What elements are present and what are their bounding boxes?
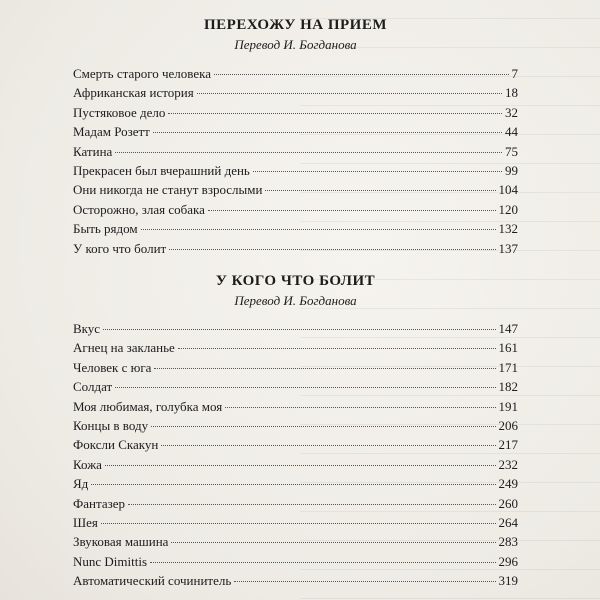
dot-leader xyxy=(253,171,502,172)
entry-title: Автоматический сочинитель xyxy=(73,573,232,589)
entry-title: Быть рядом xyxy=(73,221,138,237)
toc-entry xyxy=(73,180,518,199)
dot-leader xyxy=(168,113,502,114)
dot-leader xyxy=(103,329,495,330)
entry-title: Они никогда не станут взрослыми xyxy=(73,182,263,198)
entry-title: Шея xyxy=(73,514,98,530)
section-title: У КОГО ЧТО БОЛИТ xyxy=(215,273,376,289)
dot-leader xyxy=(91,484,495,485)
dot-leader xyxy=(178,348,496,349)
entry-title: Мадам Розетт xyxy=(73,124,150,140)
toc-entry xyxy=(73,142,518,161)
toc-entry xyxy=(73,416,518,435)
entry-page: 104 xyxy=(498,182,518,198)
entry-page: 191 xyxy=(498,398,518,414)
entry-title: Nunc Dimittis xyxy=(73,553,148,569)
toc-entry xyxy=(73,435,518,454)
toc-entry xyxy=(73,455,518,474)
entry-title: Африканская история xyxy=(73,85,194,101)
toc-entry xyxy=(73,377,518,396)
dot-leader xyxy=(153,132,502,133)
dot-leader xyxy=(150,562,495,563)
dot-leader xyxy=(151,426,495,427)
entry-page: 75 xyxy=(505,143,518,159)
dot-leader xyxy=(128,504,495,505)
dot-leader xyxy=(169,249,495,250)
entry-title: Прекрасен был вчерашний день xyxy=(73,162,250,178)
entry-title: Кожа xyxy=(73,456,102,472)
toc-entry xyxy=(73,83,518,102)
toc-entry xyxy=(73,200,518,219)
entry-title: Звуковая машина xyxy=(73,534,169,550)
entry-page: 206 xyxy=(498,417,518,433)
entry-title: Фоксли Скакун xyxy=(73,437,159,453)
entry-title: Пустяковое дело xyxy=(73,104,166,120)
toc-entry xyxy=(73,161,518,180)
toc-entry xyxy=(73,103,518,122)
entry-page: 217 xyxy=(498,437,518,453)
dot-leader xyxy=(214,74,508,75)
toc-list xyxy=(73,319,518,590)
entry-page: 99 xyxy=(505,162,518,178)
dot-leader xyxy=(101,523,496,524)
toc-entry xyxy=(73,338,518,357)
entry-page: 232 xyxy=(498,456,518,472)
entry-page: 44 xyxy=(505,124,518,140)
section-translator: Перевод И. Богданова xyxy=(234,37,357,52)
dot-leader xyxy=(105,465,496,466)
entry-page: 32 xyxy=(505,104,518,120)
toc-entry xyxy=(73,64,518,83)
toc-entry xyxy=(73,474,518,493)
section-translator: Перевод И. Богданова xyxy=(234,293,357,308)
entry-title: Агнец на закланье xyxy=(73,340,175,356)
entry-title: Концы в воду xyxy=(73,417,149,433)
toc-entry xyxy=(73,358,518,377)
entry-title: Человек с юга xyxy=(73,359,152,375)
entry-page: 137 xyxy=(498,240,518,256)
entry-title: Катина xyxy=(73,143,113,159)
dot-leader xyxy=(161,445,495,446)
toc-entry xyxy=(73,513,518,532)
entry-title: Вкус xyxy=(73,321,101,336)
entry-page: 18 xyxy=(505,85,518,101)
dot-leader xyxy=(154,368,495,369)
dot-leader xyxy=(234,581,495,582)
entry-title: Фантазер xyxy=(73,495,126,511)
dot-leader xyxy=(171,542,495,543)
entry-page: 296 xyxy=(498,553,518,569)
entry-page: 319 xyxy=(498,573,518,589)
dot-leader xyxy=(225,407,495,408)
dot-leader xyxy=(115,152,502,153)
dot-leader xyxy=(265,190,495,191)
entry-page: 249 xyxy=(498,476,518,492)
section-title: ПЕРЕХОЖУ НА ПРИЕМ xyxy=(204,17,387,33)
entry-page: 283 xyxy=(498,534,518,550)
entry-page: 161 xyxy=(498,340,518,356)
entry-page: 120 xyxy=(498,201,518,217)
entry-page: 260 xyxy=(498,495,518,511)
toc-entry xyxy=(73,552,518,571)
entry-page: 7 xyxy=(511,66,518,81)
toc-entry xyxy=(73,239,518,258)
toc-entry xyxy=(73,571,518,590)
entry-title: У кого что болит xyxy=(73,240,167,256)
toc-entry xyxy=(73,397,518,416)
dot-leader xyxy=(197,93,502,94)
toc-list xyxy=(73,64,518,258)
entry-title: Осторожно, злая собака xyxy=(73,201,205,217)
entry-title: Яд xyxy=(73,476,89,492)
entry-page: 147 xyxy=(498,321,518,336)
dot-leader xyxy=(141,229,496,230)
entry-title: Смерть старого человека xyxy=(73,66,212,81)
dot-leader xyxy=(115,387,495,388)
toc-section xyxy=(73,15,518,258)
toc-section xyxy=(73,271,518,590)
dot-leader xyxy=(208,210,496,211)
entry-page: 132 xyxy=(498,221,518,237)
entry-page: 171 xyxy=(498,359,518,375)
toc-entry xyxy=(73,319,518,338)
toc-entry xyxy=(73,532,518,551)
toc-entry xyxy=(73,494,518,513)
entry-page: 182 xyxy=(498,379,518,395)
toc-entry xyxy=(73,122,518,141)
toc-entry xyxy=(73,219,518,238)
entry-title: Моя любимая, голубка моя xyxy=(73,398,223,414)
entry-page: 264 xyxy=(498,514,518,530)
entry-title: Солдат xyxy=(73,379,113,395)
